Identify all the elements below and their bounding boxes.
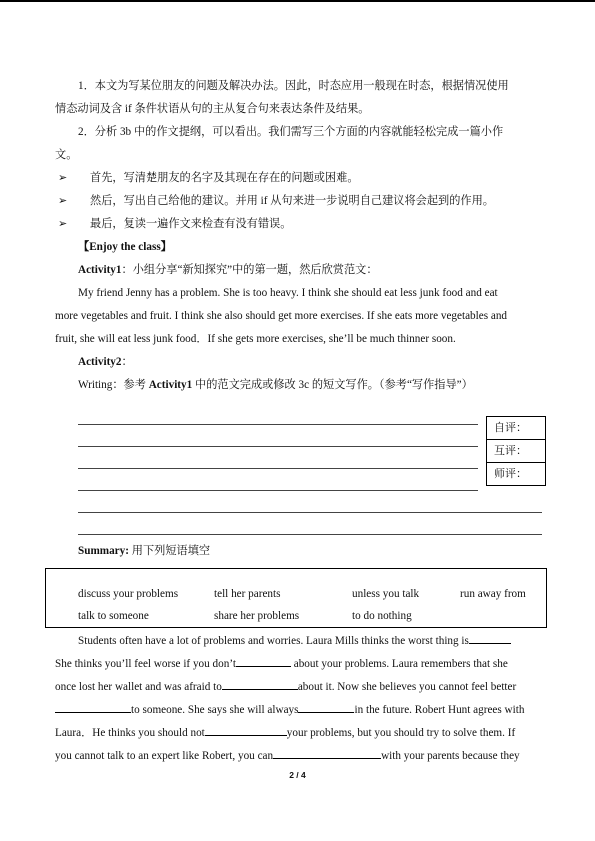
passage-text: you cannot talk to an expert like Robert, you can — [55, 750, 274, 762]
passage-text: to someone. She says she will always — [131, 704, 299, 716]
page-number: 2 / 4 — [289, 770, 306, 780]
blank-3[interactable] — [222, 678, 298, 690]
passage-line4 — [55, 701, 545, 717]
activity2-colon: ： — [121, 356, 133, 368]
passage-text: in the future. Robert Hunt agrees with — [354, 704, 525, 716]
guide-bullet-1: 首先，写清楚朋友的名字及其现在存在的问题或困难。 — [90, 172, 359, 184]
passage-text: with your parents because they — [381, 750, 520, 762]
phrase-item: unless you talk — [352, 588, 420, 600]
writing-line[interactable] — [78, 534, 542, 535]
evaluation-box — [486, 416, 546, 486]
writing-line[interactable] — [78, 446, 478, 447]
summary-label: Summary: — [78, 545, 129, 557]
writing-bold: Activity1 — [148, 379, 193, 391]
activity1-text: ：小组分享“新知探究”中的第一题，然后欣赏范文： — [121, 264, 378, 276]
guide-bullet-3: 最后，复读一遍作文来检查有没有错误。 — [90, 218, 292, 230]
summary-instruction: 用下列短语填空 — [128, 545, 211, 557]
model-essay-line2: more vegetables and fruit. I think she also should get more exercises. If she eats more vegetables and — [55, 310, 508, 322]
passage-text: Laura．He thinks you should not — [55, 727, 205, 739]
passage-line2 — [55, 655, 545, 671]
top-rule — [0, 0, 595, 2]
passage-text: She thinks you’ll feel worse if you don’t — [55, 658, 236, 670]
self-eval[interactable]: 自评： — [487, 417, 545, 440]
enjoy-heading: 【Enjoy the class】 — [78, 241, 172, 253]
writing-line[interactable] — [78, 468, 478, 469]
phrase-item: to do nothing — [352, 610, 412, 622]
peer-eval[interactable]: 互评： — [487, 440, 545, 463]
guide-item1-line1: 1．本文为写某位朋友的问题及解决办法。因此，时态应用一般现在时态，根据情况使用 — [78, 80, 509, 92]
passage-line1 — [78, 632, 568, 648]
guide-bullet-2: 然后，写出自己给他的建议。并用 if 从句来进一步说明自己建议将会起到的作用。 — [90, 195, 494, 207]
passage-line5 — [55, 724, 545, 740]
blank-5[interactable] — [298, 701, 354, 713]
phrase-item: discuss your problems — [78, 588, 179, 600]
summary-heading — [78, 544, 568, 558]
passage-line3 — [55, 678, 545, 694]
writing-instruction — [78, 378, 568, 392]
model-essay-line1: My friend Jenny has a problem. She is too heavy. I think she should eat less junk food and eat — [78, 287, 498, 299]
guide-item2-line2: 文。 — [55, 149, 78, 161]
passage-text: about it. Now she believes you cannot feel better — [297, 681, 517, 693]
passage-text: Students often have a lot of problems and worries. Laura Mills thinks the worst thing is — [78, 635, 469, 647]
model-essay-line3: fruit, she will eat less junk food．If she gets more exercises, she’ll be much thinner soon. — [55, 333, 456, 345]
phrase-item: tell her parents — [214, 588, 281, 600]
activity2-label: Activity2 — [78, 356, 122, 368]
writing-line[interactable] — [78, 424, 478, 425]
passage-text: once lost her wallet and was afraid to — [55, 681, 222, 693]
passage-line6 — [55, 747, 545, 763]
blank-2[interactable] — [236, 655, 291, 667]
phrase-item: share her problems — [214, 610, 300, 622]
activity1-label: Activity1 — [78, 264, 122, 276]
guide-item2-line1: 2．分析 3b 中的作文提纲，可以看出。我们需写三个方面的内容就能轻松完成一篇小作 — [78, 126, 504, 138]
activity2-heading — [78, 355, 568, 369]
bullet-arrow-icon: ➢ — [58, 218, 68, 230]
teacher-eval[interactable]: 师评： — [494, 468, 527, 480]
writing-line[interactable] — [78, 512, 542, 513]
blank-4[interactable] — [55, 701, 131, 713]
phrase-item: run away from — [460, 588, 526, 600]
bullet-arrow-icon: ➢ — [58, 172, 68, 184]
guide-item1-line2: 情态动词及含 if 条件状语从句的主从复合句来表达条件及结果。 — [55, 103, 370, 115]
writing-pre: Writing：参考 — [78, 379, 149, 391]
writing-post: 中的范文完成或修改 3c 的短文写作。（参考“写作指导”） — [192, 379, 473, 391]
blank-1[interactable] — [469, 632, 511, 644]
writing-line[interactable] — [78, 490, 478, 491]
passage-text: about your problems. Laura remembers that she — [290, 658, 508, 670]
activity1-instruction — [78, 263, 568, 277]
blank-7[interactable] — [273, 747, 381, 759]
blank-6[interactable] — [205, 724, 287, 736]
passage-text: your problems, but you should try to solve them. If — [286, 727, 516, 739]
phrase-item: talk to someone — [78, 610, 149, 622]
bullet-arrow-icon: ➢ — [58, 195, 68, 207]
